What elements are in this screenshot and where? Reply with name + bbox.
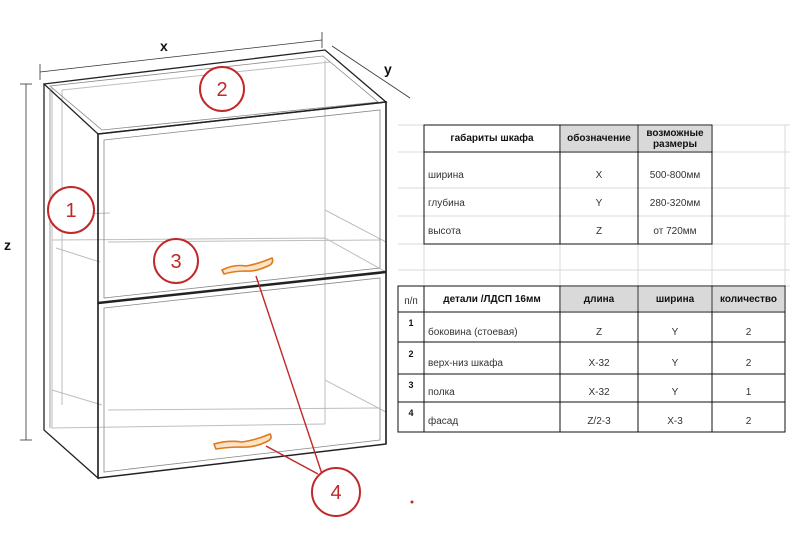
table1-row-size: 500-800мм xyxy=(649,169,701,181)
marker-3-label: 3 xyxy=(170,251,182,273)
table2-col-index: п/п xyxy=(404,295,418,307)
marker-2-label: 2 xyxy=(216,79,228,101)
table2-row-part: верх-низ шкафа xyxy=(428,357,503,369)
table1-row-size: 280-320мм xyxy=(649,197,701,209)
table1-row-name: ширина xyxy=(428,169,464,181)
table2-row-part: боковина (стоевая) xyxy=(428,326,518,338)
table1-row-designation: Y xyxy=(595,197,603,209)
x-label: x xyxy=(160,38,168,54)
table2-row-width: Y xyxy=(671,357,679,369)
table1-col-designation: обозначение xyxy=(567,133,631,144)
table2-row-length: X-32 xyxy=(588,357,610,369)
table1-row-size: от 720мм xyxy=(653,225,697,237)
table2-row-part: фасад xyxy=(428,415,459,427)
table2-row-index: 2 xyxy=(408,349,414,359)
table2-row-index: 3 xyxy=(408,380,414,390)
table2-row-part: полка xyxy=(428,386,455,398)
table2-row-qty: 2 xyxy=(745,357,752,369)
marker-1-label: 1 xyxy=(65,200,77,222)
table2-row-width: X-3 xyxy=(667,415,683,427)
table2-row-length: Z/2-3 xyxy=(587,415,611,427)
table2-row-qty: 2 xyxy=(745,326,752,338)
table2-row-length: X-32 xyxy=(588,386,610,398)
table2-row-qty: 1 xyxy=(745,386,752,398)
table2-row-length: Z xyxy=(595,326,603,338)
table2-col-qty: количество xyxy=(719,293,778,305)
table1-row-designation: Z xyxy=(595,225,603,237)
table2-col-parts: детали /ЛДСП 16мм xyxy=(443,293,541,305)
y-label: y xyxy=(384,61,392,77)
marker-4-label: 4 xyxy=(330,482,342,504)
table2-col-width: ширина xyxy=(655,293,695,305)
table1-row-designation: X xyxy=(595,169,603,181)
table2-row-index: 1 xyxy=(408,318,414,328)
table2-row-width: Y xyxy=(671,326,679,338)
table1-row-name: глубина xyxy=(428,197,465,209)
table1-row-name: высота xyxy=(428,225,461,237)
table2-row-qty: 2 xyxy=(745,415,752,427)
z-label: z xyxy=(4,237,11,253)
table2-row-index: 4 xyxy=(408,408,414,418)
table1-title: габариты шкафа xyxy=(450,133,534,144)
table2-row-width: Y xyxy=(671,386,679,398)
table2-col-length: длина xyxy=(583,293,615,305)
table1-col-sizes: возможные размеры xyxy=(646,127,704,150)
